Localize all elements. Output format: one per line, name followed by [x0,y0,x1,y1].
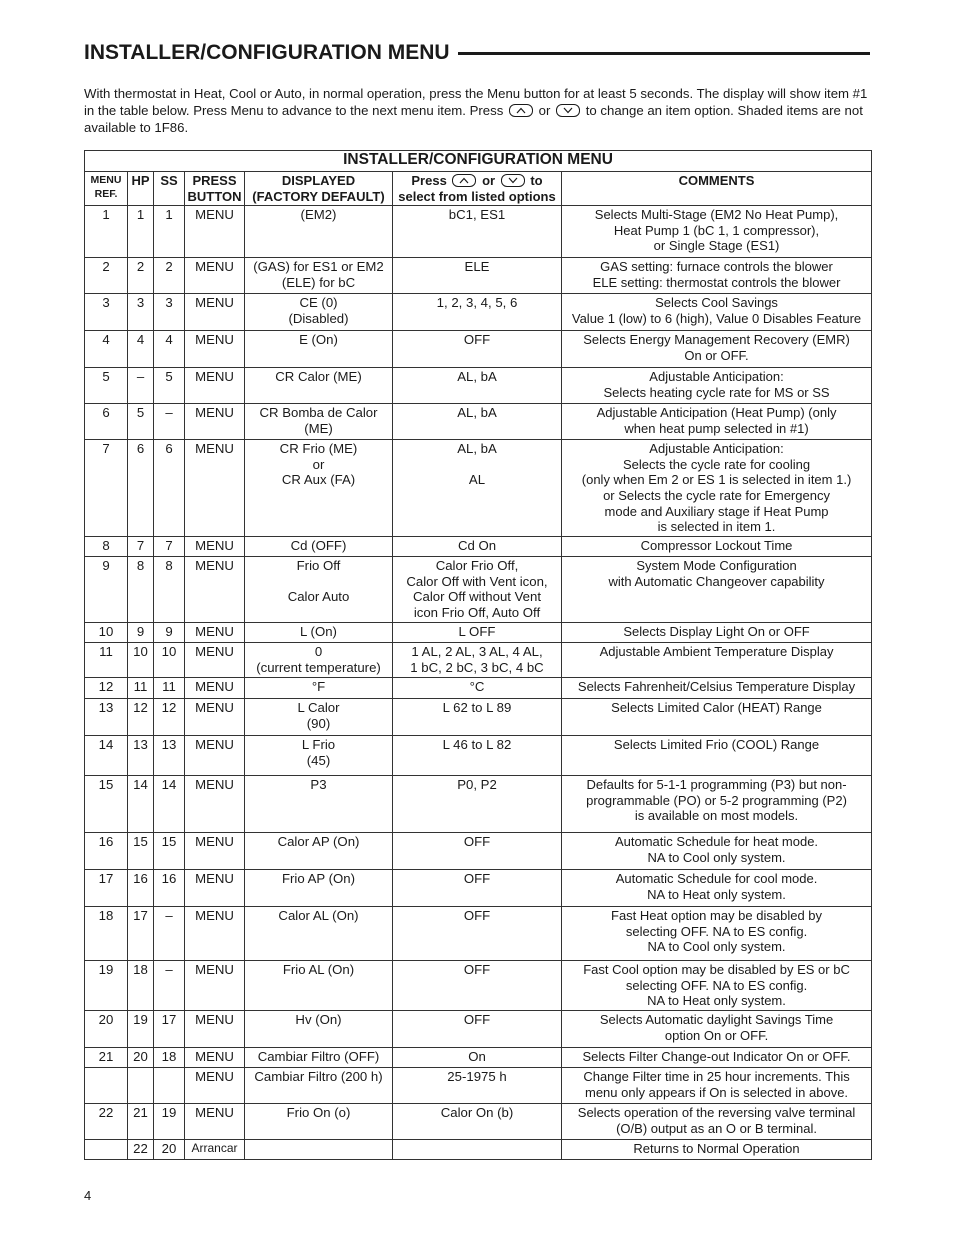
cell-hp: 22 [128,1140,154,1160]
cell-menu-ref: 13 [85,699,128,736]
cell-hp: 1 [128,206,154,258]
cell-options: OFF [393,331,562,368]
cell-ss: 20 [154,1140,185,1160]
cell-displayed: Calor AL (On) [245,907,393,961]
cell-press-button: MENU [185,961,245,1011]
cell-displayed: Hv (On) [245,1011,393,1048]
cell-options: 1 AL, 2 AL, 3 AL, 4 AL, 1 bC, 2 bC, 3 bC, 4 bC [393,643,562,678]
cell-press-button: MENU [185,1068,245,1104]
cell-comments: Automatic Schedule for cool mode. NA to Heat only system. [562,870,872,907]
table-row [85,699,872,736]
cell-ss: 3 [154,294,185,331]
cell-hp: 21 [128,1104,154,1140]
cell-menu-ref: 1 [85,206,128,258]
cell-options [393,1140,562,1160]
cell-displayed: L (On) [245,623,393,643]
cell-options: L 46 to L 82 [393,736,562,776]
cell-hp [128,1068,154,1104]
cell-comments: Adjustable Anticipation: Selects the cycle rate for cooling (only when Em 2 or ES 1 is selected in item 1.) or Selects the cycle rate for Emergency mode and Auxiliary stage if Heat Pump is selected in item 1. [562,440,872,537]
cell-ss: 4 [154,331,185,368]
table-row [85,331,872,368]
cell-ss: 2 [154,258,185,294]
table-row [85,294,872,331]
intro-text-part2: to change an item option. Shaded items are not available to 1F86. [84,103,863,135]
cell-ss: 7 [154,537,185,557]
cell-menu-ref: 3 [85,294,128,331]
cell-menu-ref: 18 [85,907,128,961]
cell-options: AL, bA [393,404,562,440]
cell-press-button: MENU [185,258,245,294]
cell-comments: Automatic Schedule for heat mode. NA to Cool only system. [562,833,872,870]
cell-hp: 19 [128,1011,154,1048]
table-row [85,440,872,537]
cell-comments: Compressor Lockout Time [562,537,872,557]
cell-displayed: Frio AP (On) [245,870,393,907]
cell-press-button: MENU [185,833,245,870]
cell-displayed: L Frio (45) [245,736,393,776]
cell-ss: 8 [154,557,185,623]
cell-options: L 62 to L 89 [393,699,562,736]
cell-options: AL, bA AL [393,440,562,537]
cell-menu-ref: 11 [85,643,128,678]
cell-options: 25-1975 h [393,1068,562,1104]
cell-press-button: MENU [185,404,245,440]
header-press-button: PRESS BUTTON [185,172,245,206]
table-row [85,206,872,258]
cell-hp: – [128,368,154,404]
cell-displayed: Frio AL (On) [245,961,393,1011]
page-heading [84,40,870,66]
cell-menu-ref [85,1140,128,1160]
cell-comments: Selects Fahrenheit/Celsius Temperature Display [562,678,872,699]
cell-ss: 5 [154,368,185,404]
cell-ss: 16 [154,870,185,907]
cell-hp: 4 [128,331,154,368]
cell-ss: 11 [154,678,185,699]
cell-menu-ref: 5 [85,368,128,404]
cell-press-button: MENU [185,1011,245,1048]
cell-comments: Selects operation of the reversing valve terminal (O/B) output as an O or B terminal. [562,1104,872,1140]
cell-menu-ref: 16 [85,833,128,870]
page-title: INSTALLER/CONFIGURATION MENU [84,40,458,66]
cell-comments: Selects Cool Savings Value 1 (low) to 6 (high), Value 0 Disables Feature [562,294,872,331]
cell-press-button: MENU [185,678,245,699]
cell-menu-ref: 19 [85,961,128,1011]
cell-options: P0, P2 [393,776,562,833]
cell-options: ELE [393,258,562,294]
table-row [85,537,872,557]
cell-menu-ref: 12 [85,678,128,699]
table-row [85,1104,872,1140]
cell-options: OFF [393,1011,562,1048]
cell-comments: Adjustable Ambient Temperature Display [562,643,872,678]
cell-ss: 12 [154,699,185,736]
cell-menu-ref: 15 [85,776,128,833]
up-arrow-button-icon [452,174,476,187]
cell-hp: 14 [128,776,154,833]
cell-press-button: MENU [185,368,245,404]
cell-displayed: Calor AP (On) [245,833,393,870]
table-row [85,870,872,907]
cell-hp: 18 [128,961,154,1011]
cell-ss: 15 [154,833,185,870]
cell-ss: 9 [154,623,185,643]
table-row [85,643,872,678]
cell-displayed: Cambiar Filtro (200 h) [245,1068,393,1104]
cell-displayed: CR Frio (ME) or CR Aux (FA) [245,440,393,537]
cell-displayed: L Calor (90) [245,699,393,736]
table-row [85,368,872,404]
cell-press-button: MENU [185,1048,245,1068]
table-body [85,206,872,1160]
table-row [85,623,872,643]
cell-hp: 20 [128,1048,154,1068]
table-row [85,1068,872,1104]
cell-displayed [245,1140,393,1160]
header-menu-ref: MENU REF. [85,172,128,206]
cell-press-button: Arrancar [185,1140,245,1160]
cell-hp: 16 [128,870,154,907]
cell-press-button: MENU [185,331,245,368]
up-arrow-button-icon [509,104,533,117]
down-arrow-button-icon [501,174,525,187]
cell-press-button: MENU [185,537,245,557]
cell-options: OFF [393,907,562,961]
cell-options: AL, bA [393,368,562,404]
cell-hp: 8 [128,557,154,623]
cell-options: L OFF [393,623,562,643]
cell-ss: 18 [154,1048,185,1068]
cell-hp: 2 [128,258,154,294]
table-title: INSTALLER/CONFIGURATION MENU [85,151,872,172]
table-row [85,907,872,961]
cell-menu-ref: 6 [85,404,128,440]
cell-hp: 7 [128,537,154,557]
cell-hp: 12 [128,699,154,736]
cell-menu-ref [85,1068,128,1104]
cell-ss: 14 [154,776,185,833]
cell-options: Calor Frio Off, Calor Off with Vent icon, Calor Off without Vent icon Frio Off, Auto Off [393,557,562,623]
header-options: Press or to select from listed options [393,172,562,206]
cell-hp: 13 [128,736,154,776]
cell-menu-ref: 4 [85,331,128,368]
cell-press-button: MENU [185,623,245,643]
table-row [85,961,872,1011]
cell-options: Cd On [393,537,562,557]
cell-press-button: MENU [185,907,245,961]
cell-ss: – [154,907,185,961]
cell-displayed: (GAS) for ES1 or EM2 (ELE) for bC [245,258,393,294]
table-row [85,833,872,870]
cell-comments: Selects Limited Frio (COOL) Range [562,736,872,776]
cell-press-button: MENU [185,294,245,331]
cell-menu-ref: 2 [85,258,128,294]
cell-displayed: Cambiar Filtro (OFF) [245,1048,393,1068]
cell-comments: Defaults for 5-1-1 programming (P3) but non- programmable (PO) or 5-2 programming (P2) is available on most models. [562,776,872,833]
table-row [85,1011,872,1048]
cell-displayed: (EM2) [245,206,393,258]
cell-options: 1, 2, 3, 4, 5, 6 [393,294,562,331]
table-row [85,404,872,440]
cell-comments: Adjustable Anticipation: Selects heating cycle rate for MS or SS [562,368,872,404]
cell-comments: Selects Limited Calor (HEAT) Range [562,699,872,736]
cell-hp: 5 [128,404,154,440]
page-number: 4 [84,1188,92,1203]
cell-menu-ref: 20 [85,1011,128,1048]
cell-menu-ref: 10 [85,623,128,643]
cell-comments: Fast Cool option may be disabled by ES or bC selecting OFF. NA to ES config. NA to Heat only system. [562,961,872,1011]
cell-hp: 10 [128,643,154,678]
cell-ss [154,1068,185,1104]
cell-comments: Returns to Normal Operation [562,1140,872,1160]
cell-ss: – [154,404,185,440]
cell-comments: System Mode Configuration with Automatic Changeover capability [562,557,872,623]
table-row [85,258,872,294]
table-row [85,1048,872,1068]
cell-press-button: MENU [185,776,245,833]
cell-displayed: P3 [245,776,393,833]
down-arrow-button-icon [556,104,580,117]
cell-menu-ref: 9 [85,557,128,623]
cell-comments: Selects Energy Management Recovery (EMR) On or OFF. [562,331,872,368]
cell-hp: 17 [128,907,154,961]
cell-menu-ref: 21 [85,1048,128,1068]
table-row [85,736,872,776]
cell-displayed: Frio On (o) [245,1104,393,1140]
cell-displayed: CR Calor (ME) [245,368,393,404]
cell-displayed: CR Bomba de Calor (ME) [245,404,393,440]
cell-hp: 15 [128,833,154,870]
cell-press-button: MENU [185,643,245,678]
cell-displayed: Frio Off Calor Auto [245,557,393,623]
cell-hp: 9 [128,623,154,643]
cell-ss: – [154,961,185,1011]
cell-options: On [393,1048,562,1068]
cell-displayed: Cd (OFF) [245,537,393,557]
header-comments: COMMENTS [562,172,872,206]
table-row [85,557,872,623]
installer-config-table [84,150,872,1160]
cell-menu-ref: 8 [85,537,128,557]
cell-options: bC1, ES1 [393,206,562,258]
cell-comments: Selects Multi-Stage (EM2 No Heat Pump), Heat Pump 1 (bC 1, 1 compressor), or Single Stage (ES1) [562,206,872,258]
intro-text-part1: With thermostat in Heat, Cool or Auto, in normal operation, press the Menu button for at least 5 seconds. The display will show item #1 in the table below. Press Menu to advance to the next menu item. Press [84,86,868,118]
cell-options: OFF [393,870,562,907]
cell-options: OFF [393,961,562,1011]
cell-press-button: MENU [185,206,245,258]
cell-comments: Adjustable Anticipation (Heat Pump) (only when heat pump selected in #1) [562,404,872,440]
header-ss: SS [154,172,185,206]
cell-displayed: °F [245,678,393,699]
cell-press-button: MENU [185,870,245,907]
cell-comments: Selects Automatic daylight Savings Time option On or OFF. [562,1011,872,1048]
cell-displayed: 0 (current temperature) [245,643,393,678]
cell-ss: 13 [154,736,185,776]
cell-menu-ref: 22 [85,1104,128,1140]
intro-or: or [538,103,551,118]
cell-comments: Selects Display Light On or OFF [562,623,872,643]
cell-options: OFF [393,833,562,870]
cell-displayed: E (On) [245,331,393,368]
cell-comments: Fast Heat option may be disabled by selecting OFF. NA to ES config. NA to Cool only system. [562,907,872,961]
cell-hp: 11 [128,678,154,699]
cell-press-button: MENU [185,736,245,776]
cell-menu-ref: 14 [85,736,128,776]
cell-comments: GAS setting: furnace controls the blower ELE setting: thermostat controls the blower [562,258,872,294]
intro-paragraph [84,85,874,136]
header-hp: HP [128,172,154,206]
header-displayed: DISPLAYED (FACTORY DEFAULT) [245,172,393,206]
cell-displayed: CE (0) (Disabled) [245,294,393,331]
cell-ss: 17 [154,1011,185,1048]
cell-options: °C [393,678,562,699]
cell-comments: Selects Filter Change-out Indicator On or OFF. [562,1048,872,1068]
cell-options: Calor On (b) [393,1104,562,1140]
cell-menu-ref: 17 [85,870,128,907]
cell-menu-ref: 7 [85,440,128,537]
cell-hp: 3 [128,294,154,331]
table-row [85,776,872,833]
cell-ss: 19 [154,1104,185,1140]
cell-ss: 6 [154,440,185,537]
cell-ss: 10 [154,643,185,678]
table-row [85,678,872,699]
cell-ss: 1 [154,206,185,258]
cell-hp: 6 [128,440,154,537]
cell-press-button: MENU [185,1104,245,1140]
cell-comments: Change Filter time in 25 hour increments. This menu only appears if On is selected in above. [562,1068,872,1104]
table-row [85,1140,872,1160]
cell-press-button: MENU [185,557,245,623]
cell-press-button: MENU [185,699,245,736]
cell-press-button: MENU [185,440,245,537]
